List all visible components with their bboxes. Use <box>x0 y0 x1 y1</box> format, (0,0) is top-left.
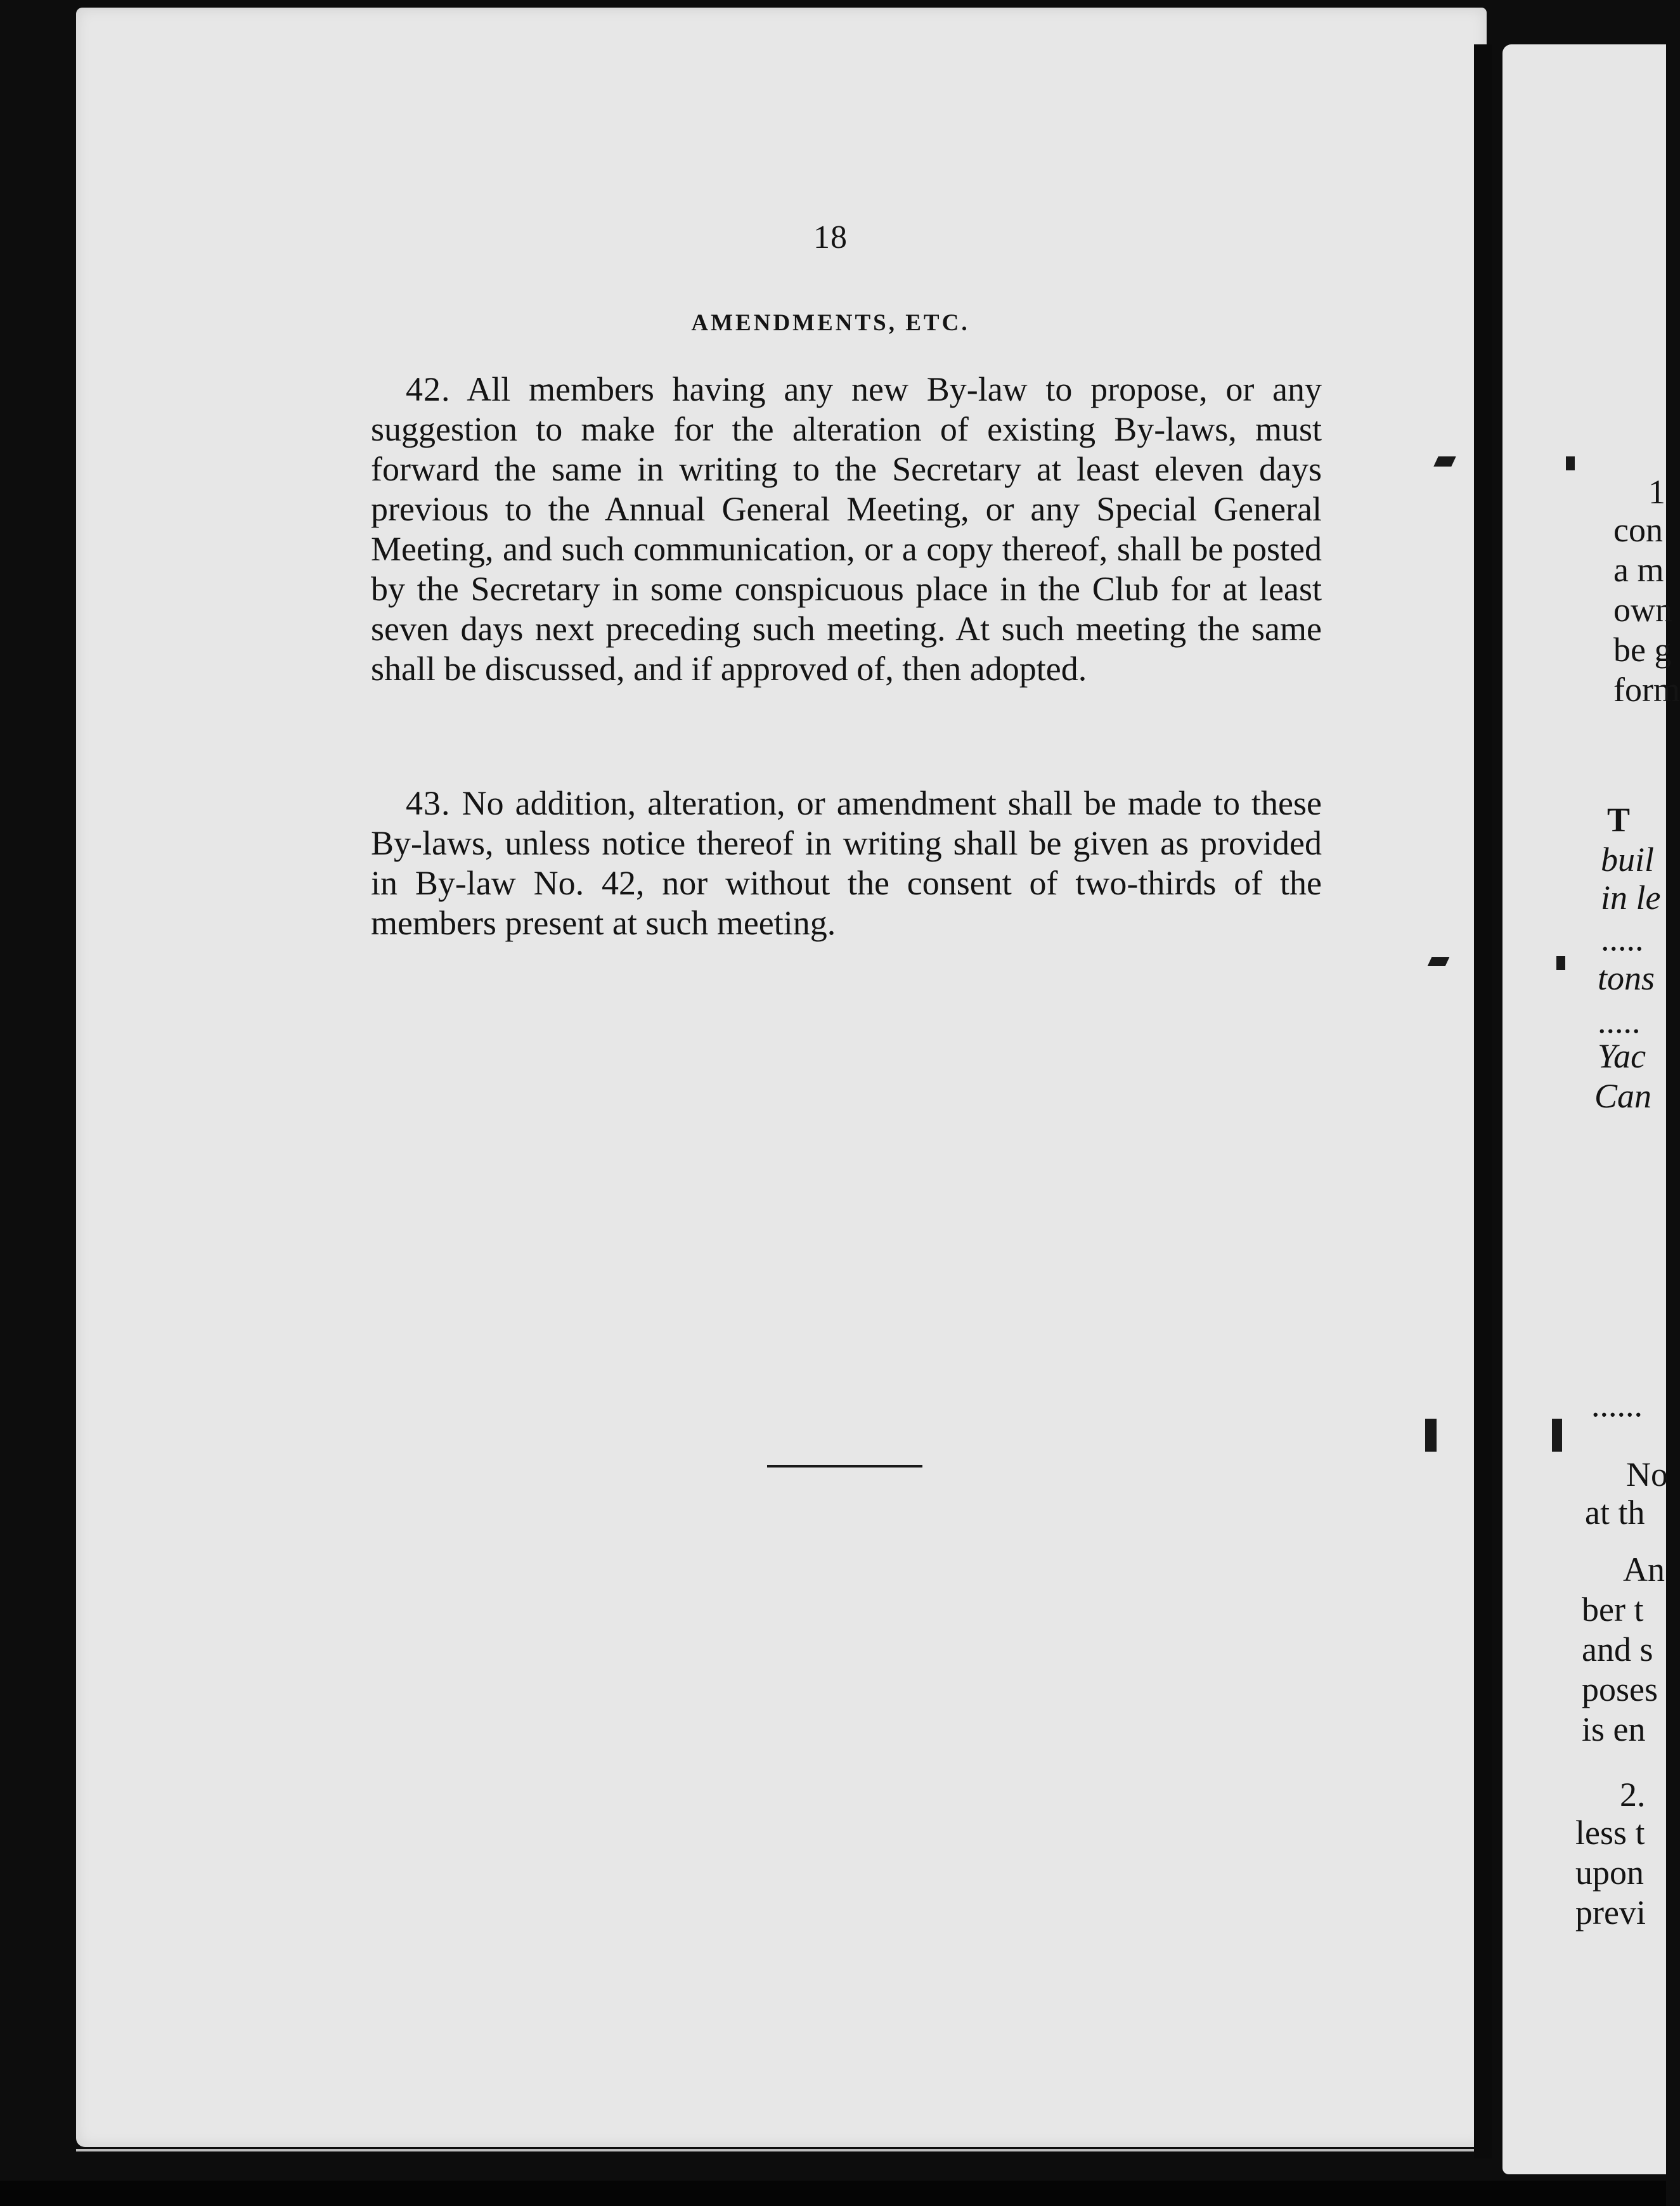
right-page-text-line: ber t <box>1582 1590 1644 1629</box>
right-page-text-line: poses <box>1582 1670 1658 1708</box>
right-page-text-line: An <box>1623 1551 1665 1589</box>
right-page-text-line: ..... <box>1601 920 1644 958</box>
right-page-text-line: con <box>1613 511 1663 549</box>
right-page-text-line: Can <box>1594 1077 1652 1115</box>
right-page-text-line: is en <box>1582 1710 1646 1748</box>
right-page-text-line: No <box>1626 1455 1668 1493</box>
bylaw-43-number: 43. <box>406 784 451 822</box>
bylaw-43-paragraph <box>371 784 1322 943</box>
right-page-text-line: Yac <box>1598 1037 1646 1075</box>
right-page-text-line: and s <box>1582 1630 1653 1668</box>
right-page-text-line: tons <box>1598 959 1655 997</box>
right-page-text-line: T <box>1607 801 1631 839</box>
scan-border <box>0 2181 1666 2206</box>
right-page-text-line: previ <box>1575 1893 1646 1932</box>
bylaw-42-text: All members having any new By-law to propose, or any suggestion to make for the alteration of existing By-laws, must forward the same in writing to the Secretary at least eleven days previous to the Annual General Meeting, or any Special General Meeting, and such communication, or a copy thereof, shall be posted by the Secretary in some conspicuous place in the Club for at least seven days next preceding such meeting. At such meeting the same shall be discussed, and if approved of, then adopted. <box>371 370 1322 688</box>
right-page-text-line: less t <box>1575 1814 1645 1852</box>
right-page-text-line: buil <box>1601 841 1655 879</box>
page-number: 18 <box>813 219 848 255</box>
right-page-text-line: a m <box>1613 551 1664 589</box>
right-page-text-line: form <box>1613 671 1680 709</box>
left-page-bottom-edge <box>76 2092 1487 2151</box>
page-clip-mark <box>1552 1419 1562 1452</box>
right-page-text-line: own <box>1613 591 1672 629</box>
right-page-text-line: 1 <box>1648 473 1665 511</box>
right-page-text-line: in le <box>1601 879 1661 917</box>
right-page-text-line: ...... <box>1591 1386 1643 1424</box>
bylaw-43-text: No addition, alteration, or amendment shall be made to these By-laws, unless notice thereof in writing shall be given as provided in By-law No. 42, nor without the consent of two-thirds of the members present at such meeting. <box>371 784 1322 942</box>
page-clip-mark <box>1425 1419 1437 1452</box>
section-heading: AMENDMENTS, ETC. <box>691 310 970 336</box>
right-page-text-line: be g <box>1613 631 1672 669</box>
closing-rule <box>767 1465 922 1467</box>
book-spine <box>1474 44 1492 2158</box>
bylaw-42-number: 42. <box>406 370 451 408</box>
page-clip-mark <box>1556 956 1565 970</box>
right-page-text-line: 2. <box>1620 1776 1646 1814</box>
right-page-text-line: ..... <box>1598 1002 1641 1040</box>
bylaw-42-paragraph <box>371 370 1322 689</box>
page-clip-mark <box>1566 456 1575 470</box>
right-page-text-line: upon <box>1575 1854 1644 1892</box>
right-page-text-line: at th <box>1585 1493 1645 1532</box>
